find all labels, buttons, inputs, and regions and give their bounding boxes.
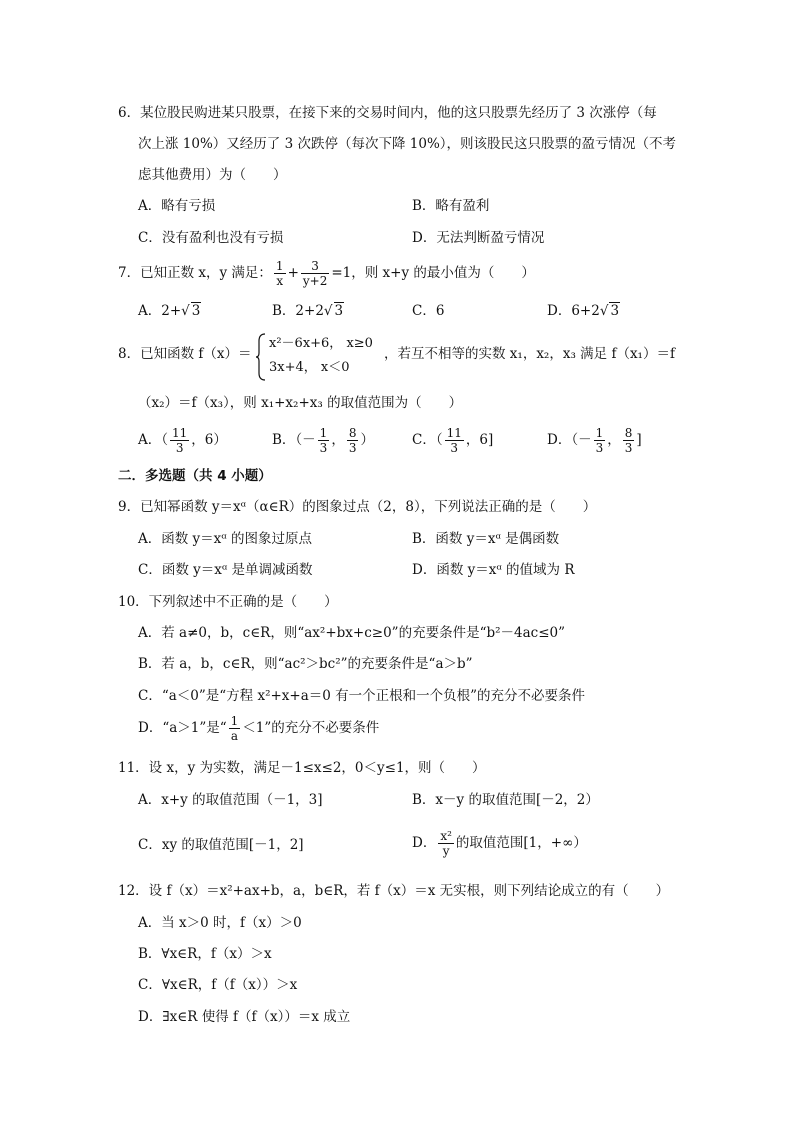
q8-option-c: C．（ $\frac{11}{3}$ ，6]: [412, 426, 494, 455]
q7-prefix: 7．已知正数 x，y 满足：: [118, 265, 272, 281]
q7-suffix: =1，则 x+y 的最小值为（ ）: [331, 265, 535, 281]
q11-option-d: D． $\frac{\text{x²}}{y}$ 的取值范围[1，+∞）: [412, 829, 587, 858]
q6-stem-line2: 次上涨 10%）又经历了 3 次跌停（每次下降 10%），则该股民这只股票的盈亏情况（不考: [138, 136, 677, 152]
q9-option-a: A．函数 y＝xᵅ 的图象过原点: [138, 531, 312, 547]
q8-option-b: B．（－ $\frac{1}{3}$ ， $\frac{8}{3}$ ）: [272, 426, 374, 455]
q6-option-b: B．略有盈利: [412, 198, 490, 214]
q10-option-c: C．“a＜0”是“方程 x²+x+a＝0 有一个正根和一个负根”的充分不必要条件: [138, 688, 586, 704]
q12-option-b: B．∀x∈R，f（x）＞x: [138, 946, 272, 962]
q12-option-a: A．当 x＞0 时，f（x）＞0: [138, 915, 302, 931]
q6-option-a: A．略有亏损: [138, 198, 216, 214]
q11-stem: 11．设 x，y 为实数，满足－1≤x≤2，0＜y≤1，则（ ）: [118, 760, 486, 776]
q7-fraction-2: [301, 259, 329, 288]
q6-stem-line3: 虑其他费用）为（ ）: [138, 167, 287, 183]
q12-option-c: C．∀x∈R，f（f（x））＞x: [138, 977, 298, 993]
q9-option-d: D．函数 y＝xᵅ 的值域为 R: [412, 562, 575, 578]
q7-plus: +: [287, 265, 299, 281]
q9-stem: 9．已知幂函数 y＝xᵅ（α∈R）的图象过点（2，8），下列说法正确的是（ ）: [118, 499, 597, 515]
q11-option-b: B．x－y 的取值范围[－2，2）: [412, 792, 599, 808]
q7-f1-num: 1: [275, 259, 284, 273]
q8-option-d: D．（－ $\frac{1}{3}$ ， $\frac{8}{3}$ ]: [547, 426, 642, 455]
q6-option-c: C．没有盈利也没有亏损: [138, 230, 284, 246]
q10-option-a: A．若 a≠0，b，c∈R，则“ax²+bx+c≥0”的充要条件是“b²－4ac≤0”: [138, 625, 566, 641]
q12-option-d: D．∃x∈R 使得 f（f（x））＝x 成立: [138, 1009, 351, 1025]
q7-option-a: A．2+√ 3: [138, 303, 201, 319]
q10-option-b: B．若 a，b，c∈R，则“ac²＞bc²”的充要条件是“a＞b”: [138, 656, 473, 672]
section-heading: 二．多选题（共 4 小题）: [118, 468, 272, 484]
q8-case-2: 3x+4， x＜0: [269, 360, 350, 375]
q8-stem-line2: （x₂）＝f（x₃），则 x₁+x₂+x₃ 的取值范围为（ ）: [138, 395, 463, 411]
q8-option-a: A．（ $\frac{11}{3}$ ，6）: [138, 426, 227, 455]
q6-option-d: D．无法判断盈亏情况: [412, 230, 545, 246]
left-brace-icon: [255, 333, 267, 381]
q8-prefix: 8．已知函数 f（x）＝: [118, 346, 252, 362]
q11-option-c: C．xy 的取值范围[－1，2]: [138, 837, 304, 853]
q10-stem: 10．下列叙述中不正确的是（ ）: [118, 594, 338, 610]
q7-option-b: B．2+2√ 3: [272, 303, 344, 319]
q11-option-a: A．x+y 的取值范围（－1，3]: [138, 792, 323, 808]
q7-f2-den: y+2: [302, 274, 328, 288]
q10-option-d: D．“a＞1”是“ $\frac{1}{a}$ ＜1”的充分不必要条件: [138, 714, 380, 743]
q9-option-b: B．函数 y＝xᵅ 是偶函数: [412, 531, 560, 547]
q7-option-c: C．6: [412, 303, 445, 319]
q8-suffix: ，若互不相等的实数 x₁，x₂，x₃ 满足 f（x₁）＝f: [384, 346, 675, 362]
q8-case-1: x²－6x+6， x≥0: [269, 336, 373, 351]
q7-f1-den: x: [276, 274, 284, 288]
q7-fraction-1: [274, 259, 286, 288]
q6-stem-line1: 6．某位股民购进某只股票，在接下来的交易时间内，他的这只股票先经历了 3 次涨停（每: [118, 105, 657, 121]
q7-option-d: D．6+2√ 3: [547, 303, 620, 319]
q7-stem: [118, 258, 535, 288]
q7-f2-num: 3: [301, 259, 329, 274]
q9-option-c: C．函数 y＝xᵅ 是单调减函数: [138, 562, 313, 578]
q12-stem: 12．设 f（x）＝x²+ax+b，a，b∈R，若 f（x）＝x 无实根，则下列结论成立的有（ ）: [118, 883, 670, 899]
